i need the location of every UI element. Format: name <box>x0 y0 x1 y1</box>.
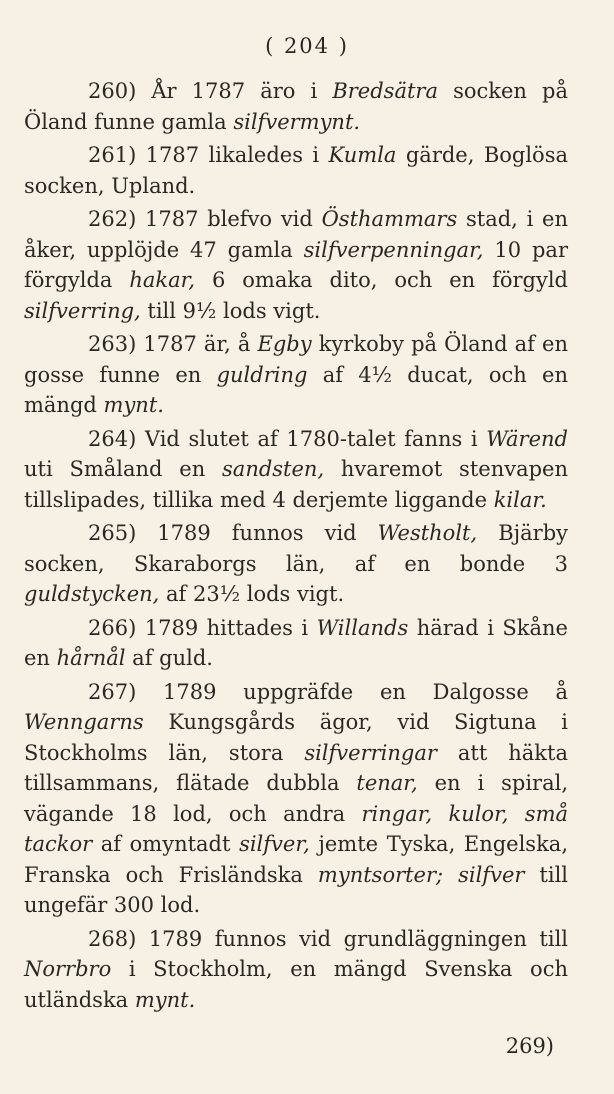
page-number: ( 204 ) <box>265 34 349 58</box>
entry <box>24 924 568 1016</box>
italic-term: myntsorter; silfver <box>317 862 525 887</box>
entry-text: 261) 1787 likaledes i <box>88 143 329 167</box>
entry-text: stad, i en åker, upplöjde 47 gamla <box>24 207 568 262</box>
entry-text: 264) Vid slutet af 1780-talet fanns i <box>88 426 487 451</box>
entry-text: 6 omaka dito, och en förgyld <box>195 268 569 292</box>
entry-text: socken på Öland funne gamla <box>24 79 568 134</box>
italic-term: Östhammars <box>321 207 458 231</box>
entry <box>24 677 568 921</box>
italic-term: mynt. <box>103 393 164 417</box>
entry-text: till ungefär 300 lod. <box>24 862 569 917</box>
entry <box>24 140 568 201</box>
entry-text: 10 par förgylda <box>24 237 568 292</box>
italic-term: sandsten, <box>222 457 325 481</box>
entry-text: af 4½ ducat, och en mängd <box>24 362 568 417</box>
entry <box>24 424 568 516</box>
italic-term: silfverringar <box>304 740 437 765</box>
italic-term: mynt. <box>134 987 196 1012</box>
entry-text: af 23½ lods vigt. <box>159 582 345 606</box>
entry-text: 266) 1789 hittades i <box>88 615 317 640</box>
entry-text: gärde, Boglösa socken, Upland. <box>24 143 568 198</box>
entry-text: af guld. <box>125 646 213 670</box>
entry-text: att häkta tillsammans, flätade dubbla <box>24 740 568 795</box>
italic-term: Willands <box>316 615 409 640</box>
italic-term: Norrbro <box>24 957 112 981</box>
entry-text: 263) 1787 är, å <box>88 332 258 356</box>
italic-term: Wärend <box>486 426 568 451</box>
entry-text: en i spiral, vägande 18 lod, och andra <box>24 771 568 826</box>
italic-term: Kumla <box>328 143 397 167</box>
entry-text: kyrkoby på Öland af en gosse funne en <box>24 332 568 387</box>
italic-term: Egby <box>257 332 312 356</box>
italic-term: silfverring, <box>24 298 141 323</box>
italic-term: guldstycken, <box>24 582 160 606</box>
entry <box>24 329 568 421</box>
entry-text: 262) 1787 blefvo vid <box>88 207 322 231</box>
italic-term: silfverpenningar, <box>303 237 484 262</box>
entry <box>24 76 568 137</box>
italic-term: hakar, <box>129 268 196 292</box>
italic-term: tenar, <box>356 771 418 795</box>
entry <box>24 204 568 326</box>
entry-text: Kungsgårds ägor, vid Sigtuna i Stockholms län, stora <box>24 710 568 765</box>
page-text <box>24 76 568 1015</box>
entry-text: 260) År 1787 äro i <box>88 79 333 103</box>
entry-text: till 9½ lods vigt. <box>140 298 321 323</box>
italic-term: Wenngarns <box>24 710 144 734</box>
entry-text: hvaremot stenvapen tillslipades, tillika med 4 derjemte liggande <box>24 457 569 512</box>
italic-term: hårnål <box>56 646 126 670</box>
entry-text: 268) 1789 funnos vid grundläggningen till <box>88 926 568 951</box>
italic-term: ringar, kulor, små tackor <box>24 801 569 856</box>
entry-text: jemte Tyska, Engelska, Franska och Frisländska <box>24 832 569 887</box>
italic-term: Bredsätra <box>332 79 438 103</box>
entry-text: Bjärby socken, Skaraborgs län, af en bonde 3 <box>24 521 568 576</box>
entry-text: 265) 1789 funnos vid <box>88 521 378 545</box>
italic-term: guldring <box>216 362 308 387</box>
italic-term: silfver, <box>239 832 310 856</box>
italic-term: silfvermynt. <box>233 109 361 134</box>
entry-text: 267) 1789 uppgräfde en Dalgosse å <box>88 679 568 704</box>
entry-text: af omyntadt <box>92 832 240 856</box>
italic-term: kilar. <box>493 487 547 512</box>
entry-text: i Stockholm, en mängd Svenska och utländska <box>24 957 568 1012</box>
entry-text: härad i Skåne en <box>24 615 568 670</box>
italic-term: Westholt, <box>377 521 478 545</box>
entry <box>24 613 568 674</box>
entry <box>24 518 568 610</box>
entry-text: uti Småland en <box>24 457 223 481</box>
catchword: 269) <box>505 1034 554 1058</box>
